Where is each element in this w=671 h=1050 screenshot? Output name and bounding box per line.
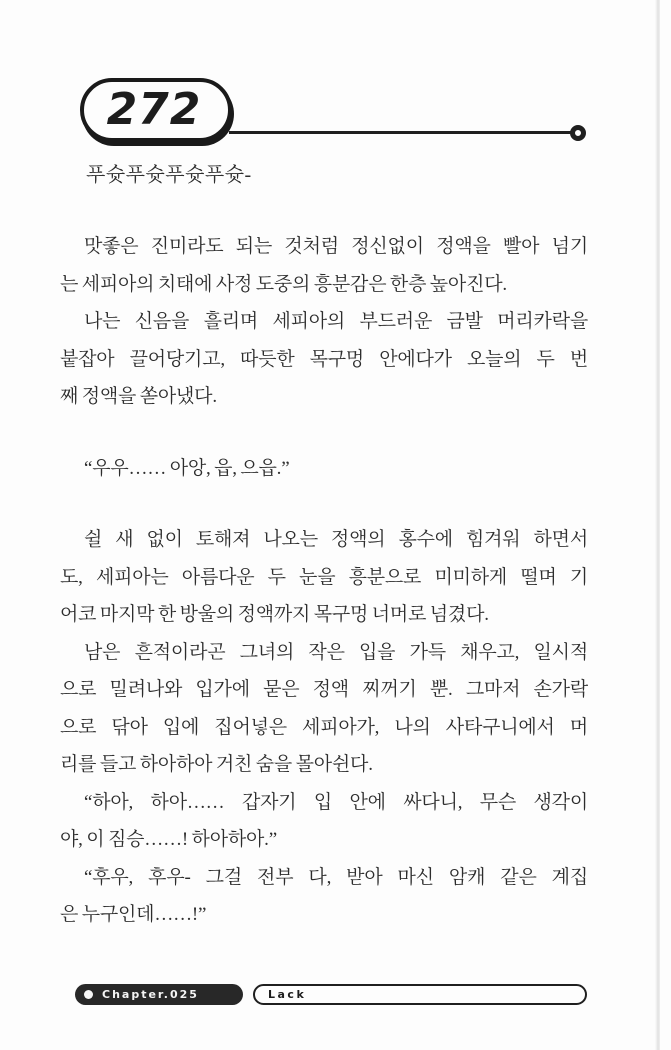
text-line: “우우…… 아앙, 읍, 으읍.” [84,457,290,479]
text-line: 은 누구인데……!” [60,904,207,925]
text-line: 리를 들고 하아하아 거친 숨을 몰아쉰다. [60,754,373,775]
bullet-dot-icon [84,990,93,999]
text-line: 으로 밀려나와 입가에 묻은 정액 찌꺼기 뿐. 그마저 손가락 [60,679,588,700]
body-text [60,228,588,934]
series-label: Lack [268,988,307,1001]
text-line: 는 세피아의 치태에 사정 도중의 흥분감은 한층 높아진다. [60,273,507,295]
header-rule [229,131,571,134]
chapter-label: Chapter.025 [102,988,199,1001]
chapter-badge [75,984,243,1005]
text-line: 남은 흔적이라곤 그녀의 작은 입을 가득 채우고, 일시적 [84,641,588,663]
text-line: 으로 닦아 입에 집어넣은 세피아가, 나의 사타구니에서 머 [60,716,588,738]
header-rule-end-ring-icon [570,125,586,141]
text-line: “하아, 하아…… 갑자기 입 안에 싸다니, 무슨 생각이 [84,791,588,813]
text-line: “후우, 후우- 그걸 전부 다, 받아 마신 암캐 같은 계집 [84,866,588,888]
text-line: 맛좋은 진미라도 되는 것처럼 정신없이 정액을 빨아 넘기 [84,236,588,257]
text-line: 나는 신음을 흘리며 세피아의 부드러운 금발 머리카락을 [84,311,588,332]
page-number-badge [80,78,232,142]
sound-effect-line: 푸슛푸슛푸슛푸슛- [86,164,252,186]
page-edge-shadow [655,0,660,1050]
text-line: 붙잡아 끌어당기고, 따듯한 목구멍 안에다가 오늘의 두 번 [60,348,588,370]
text-line: 도, 세피아는 아름다운 두 눈을 흥분으로 미미하게 떨며 기 [60,566,588,588]
series-badge [253,984,587,1005]
page-number: 272 [106,84,202,135]
text-line: 어코 마지막 한 방울의 정액까지 목구멍 너머로 넘겼다. [60,604,489,625]
text-line: 쉴 새 없이 토해져 나오는 정액의 홍수에 힘겨워 하면서 [84,529,588,550]
text-line: 야, 이 짐승……! 하아하아.” [60,829,277,850]
text-line: 째 정액을 쏟아냈다. [60,386,217,407]
